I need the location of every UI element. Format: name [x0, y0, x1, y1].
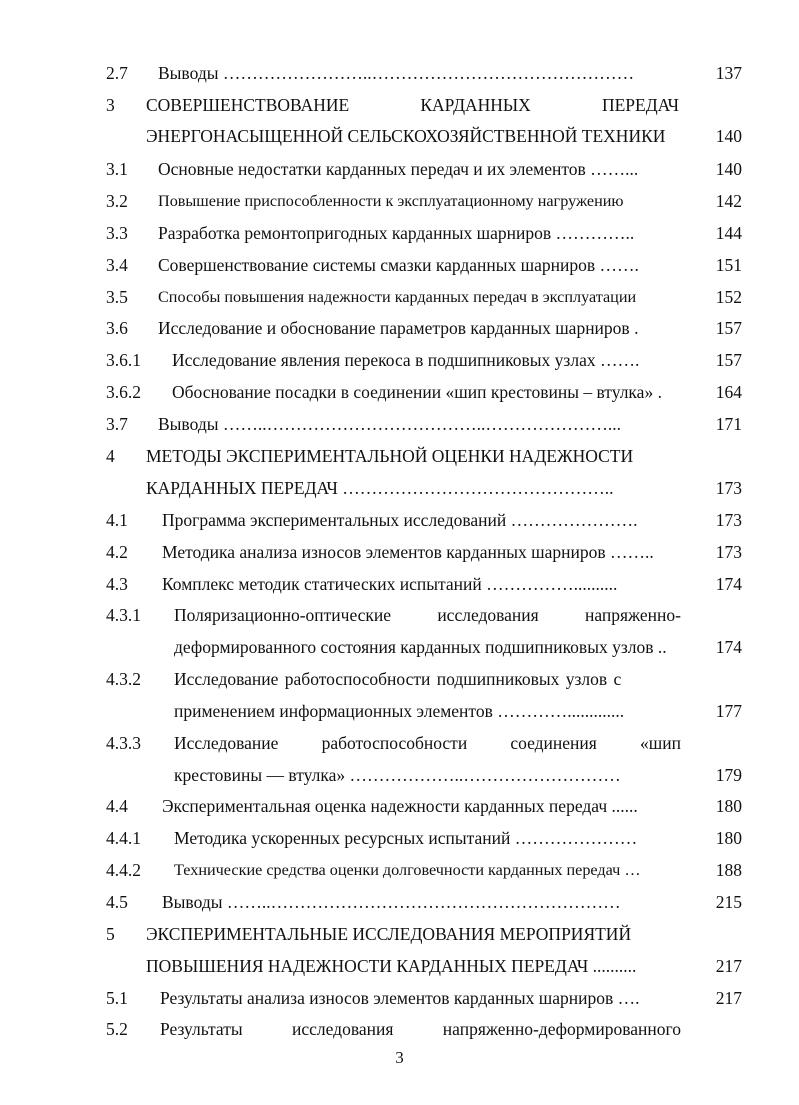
section-title: Основные недостатки карданных передач и их элементов ……...	[158, 159, 639, 179]
title-word: работоспособности	[321, 733, 468, 753]
toc-row-4-cont	[0, 473, 799, 503]
section-title	[174, 600, 681, 630]
toc-row-3	[0, 90, 799, 120]
title-word: СОВЕРШЕНСТВОВАНИЕ	[146, 95, 350, 115]
toc-row-3-4	[0, 250, 799, 280]
toc-row-3-2	[0, 186, 799, 216]
section-number: 5.1	[106, 988, 128, 1008]
title-word: Результаты	[160, 1019, 243, 1039]
toc-row-3-6	[0, 313, 799, 343]
section-title-continued: применением информационных элементов ………….............	[174, 701, 625, 721]
page-ref: 157	[715, 350, 742, 370]
section-title: ЭКСПЕРИМЕНТАЛЬНЫЕ ИССЛЕДОВАНИЯ МЕРОПРИЯТИЙ	[146, 924, 632, 944]
title-word: КАРДАННЫХ	[420, 95, 531, 115]
toc-row-5-1	[0, 983, 799, 1013]
page-ref: 215	[715, 892, 742, 912]
section-title: Разработка ремонтопригодных карданных шарниров …………..	[158, 223, 635, 243]
section-title: Программа экспериментальных исследований ………………….	[162, 510, 638, 530]
page-ref: 180	[715, 796, 742, 816]
section-title-continued: деформированного состояния карданных подшипниковых узлов ..	[174, 637, 667, 657]
section-title: Исследование явления перекоса в подшипниковых узлах …….	[172, 350, 640, 370]
section-title-continued: ЭНЕРГОНАСЫЩЕННОЙ СЕЛЬСКОХОЗЯЙСТВЕННОЙ ТЕХНИКИ	[146, 126, 666, 146]
section-number: 4.2	[106, 542, 128, 562]
section-number: 3.7	[106, 414, 128, 434]
title-word: напряженно-	[584, 605, 681, 625]
section-title	[174, 728, 681, 758]
title-word: ПЕРЕДАЧ	[601, 95, 679, 115]
title-word: исследования	[292, 1019, 394, 1039]
page-ref: 217	[715, 956, 742, 976]
section-number: 4	[106, 446, 115, 466]
page-ref: 180	[715, 828, 742, 848]
toc-row-4-4	[0, 791, 799, 821]
section-number: 3.2	[106, 191, 128, 211]
section-title: Исследование работоспособности подшипниковых узлов с	[174, 669, 622, 689]
toc-row-5	[0, 919, 799, 949]
toc-row-3-5	[0, 282, 799, 312]
toc-row-5-cont	[0, 951, 799, 981]
section-number: 3.6.2	[106, 382, 141, 402]
toc-row-4	[0, 441, 799, 471]
section-number: 4.4.1	[106, 828, 141, 848]
toc-row-3-6-1	[0, 345, 799, 375]
section-title: Комплекс методик статических испытаний ……………..........	[162, 574, 618, 594]
title-word: напряженно-деформированного	[442, 1019, 681, 1039]
section-number: 3.4	[106, 255, 128, 275]
toc-row-4-2	[0, 537, 799, 567]
page-ref: 173	[715, 478, 742, 498]
section-title: Способы повышения надежности карданных передач в эксплуатации	[158, 288, 637, 306]
title-word: Исследование	[174, 733, 279, 753]
section-title-continued: крестовины — втулка» ………………..………………………	[174, 765, 621, 785]
section-title: Экспериментальная оценка надежности карданных передач ......	[162, 796, 638, 816]
section-title: Исследование и обоснование параметров карданных шарниров .	[158, 318, 639, 338]
section-title	[146, 90, 679, 120]
toc-row-4-3	[0, 569, 799, 599]
page-ref: 144	[715, 223, 742, 243]
page-ref: 174	[715, 574, 742, 594]
page-ref: 174	[715, 637, 742, 657]
page-ref: 217	[715, 988, 742, 1008]
page-ref: 151	[715, 255, 742, 275]
page-ref: 173	[715, 510, 742, 530]
section-number: 4.3	[106, 574, 128, 594]
section-number: 4.4.2	[106, 860, 141, 880]
section-title: МЕТОДЫ ЭКСПЕРИМЕНТАЛЬНОЙ ОЦЕНКИ НАДЕЖНОСТИ	[146, 446, 634, 466]
toc-row-4-4-1	[0, 823, 799, 853]
toc-row-4-3-1	[0, 600, 799, 630]
section-title: Выводы ……………………..………………………………………	[158, 63, 635, 83]
toc-row-4-3-2-cont	[0, 696, 799, 726]
page-ref: 171	[715, 414, 742, 434]
section-title-continued: КАРДАННЫХ ПЕРЕДАЧ ………………………………………..	[146, 478, 614, 498]
section-number: 4.3.3	[106, 733, 141, 753]
toc-row-3-3	[0, 218, 799, 248]
toc-row-4-5	[0, 887, 799, 917]
section-number: 4.5	[106, 892, 128, 912]
section-number: 3	[106, 95, 115, 115]
page-ref: 164	[715, 382, 742, 402]
toc-row-3-6-2	[0, 377, 799, 407]
section-title-continued: ПОВЫШЕНИЯ НАДЕЖНОСТИ КАРДАННЫХ ПЕРЕДАЧ ..........	[146, 956, 637, 976]
section-number: 2.7	[106, 63, 128, 83]
section-title: Методика ускоренных ресурсных испытаний …………………	[174, 828, 638, 848]
toc-row-3-7	[0, 409, 799, 439]
page-number: 3	[395, 1048, 404, 1067]
section-number: 4.1	[106, 510, 128, 530]
title-word: Поляризационно-оптические	[174, 605, 392, 625]
section-title: Выводы ……..……………………………………………………	[162, 892, 621, 912]
page-ref: 152	[715, 287, 742, 307]
section-title: Повышение приспособленности к эксплуатационному нагружению	[158, 192, 624, 210]
page-ref: 157	[715, 318, 742, 338]
title-word: «шип	[640, 733, 681, 753]
section-number: 3.6.1	[106, 350, 141, 370]
section-title: Выводы ……..………………………………..…………………...	[158, 414, 621, 434]
page-ref: 140	[715, 126, 742, 146]
toc-row-3-1	[0, 154, 799, 184]
title-word: исследования	[437, 605, 539, 625]
section-title	[160, 1014, 681, 1044]
toc-row-4-3-2	[0, 664, 799, 694]
section-number: 5.2	[106, 1019, 128, 1039]
section-number: 5	[106, 924, 115, 944]
section-title: Методика анализа износов элементов карданных шарниров ……..	[162, 542, 654, 562]
toc-row-4-1	[0, 505, 799, 535]
toc-row-5-2	[0, 1014, 799, 1044]
section-number: 4.4	[106, 796, 128, 816]
page-ref: 137	[715, 63, 742, 83]
section-title: Технические средства оценки долговечности карданных передач …	[174, 861, 641, 879]
page-ref: 177	[715, 701, 742, 721]
toc-row-4-4-2	[0, 855, 799, 885]
page-ref: 188	[715, 860, 742, 880]
toc-row-3-cont	[0, 121, 799, 151]
page-ref: 142	[715, 191, 742, 211]
section-number: 4.3.1	[106, 605, 141, 625]
section-title: Результаты анализа износов элементов карданных шарниров ….	[160, 988, 640, 1008]
toc-row-4-3-3	[0, 728, 799, 758]
section-title: Совершенствование системы смазки карданных шарниров …….	[158, 255, 639, 275]
toc-row-4-3-1-cont	[0, 632, 799, 662]
page-ref: 173	[715, 542, 742, 562]
page-ref: 140	[715, 159, 742, 179]
section-number: 4.3.2	[106, 669, 141, 689]
section-number: 3.6	[106, 318, 128, 338]
section-number: 3.5	[106, 287, 128, 307]
toc-row-2-7	[0, 58, 799, 88]
page-ref: 179	[715, 765, 742, 785]
toc-row-4-3-3-cont	[0, 760, 799, 790]
section-title: Обоснование посадки в соединении «шип крестовины – втулка» .	[172, 382, 662, 402]
title-word: соединения	[510, 733, 597, 753]
section-number: 3.1	[106, 159, 128, 179]
section-number: 3.3	[106, 223, 128, 243]
